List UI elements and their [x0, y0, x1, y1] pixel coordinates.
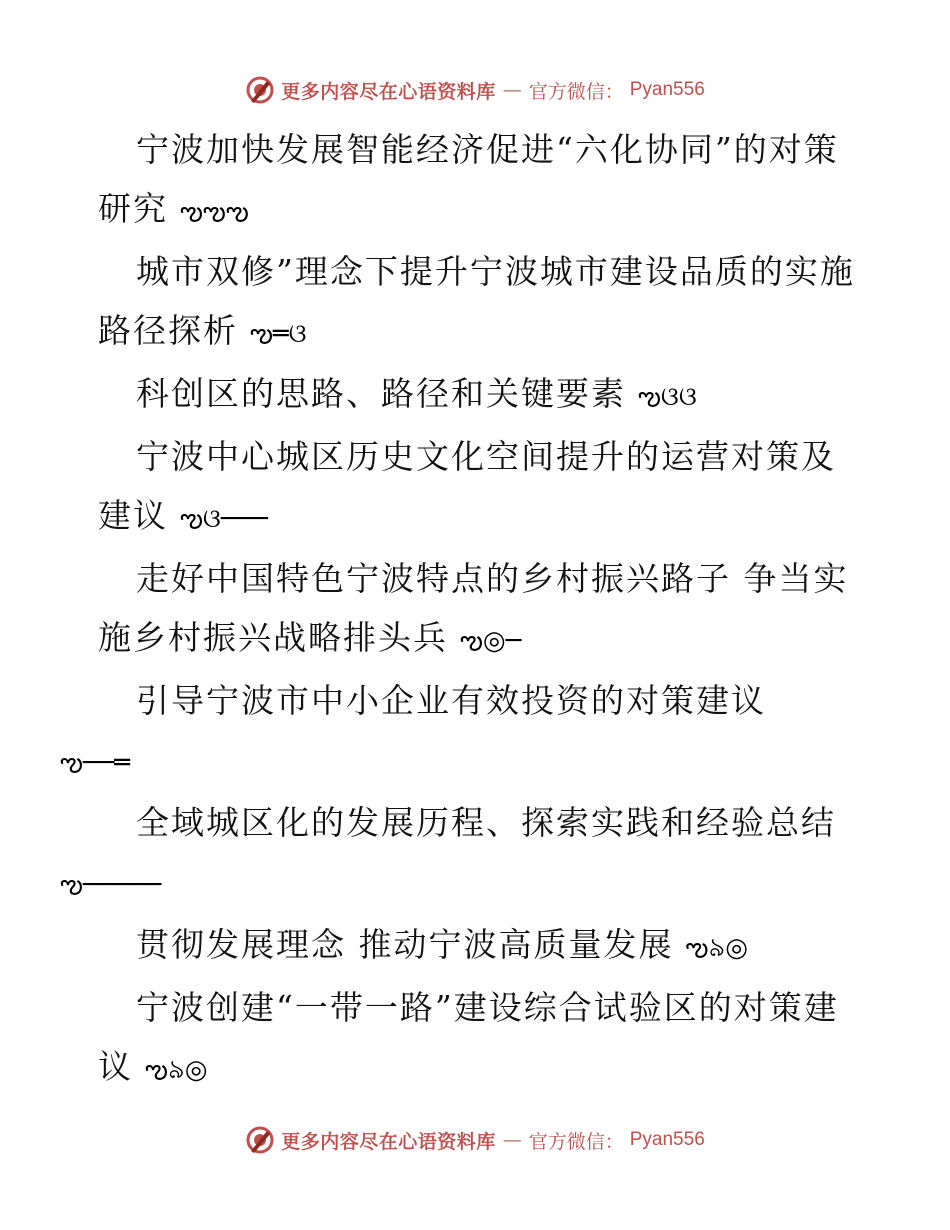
- watermark-wechat-id: Pyan556: [629, 1129, 705, 1150]
- entry-4: [98, 427, 858, 549]
- entry-2-text: 城市双修”理念下提升宁波城市建设品质的实施路径探析: [98, 252, 855, 350]
- red-circle-pen-logo-icon: [245, 75, 275, 105]
- entry-2: [98, 242, 858, 364]
- entry-2-ornament: ఌ═ଓ: [250, 319, 307, 349]
- entry-4-ornament: ఌଓ───: [180, 504, 268, 534]
- entry-5-ornament: ఌ◎─: [460, 626, 522, 656]
- entry-1: [98, 120, 858, 242]
- watermark-wechat-id: Pyan556: [629, 79, 705, 100]
- watermark-separator: —: [502, 79, 522, 101]
- watermark-brand: 更多内容尽在心语资料库: [281, 80, 496, 103]
- footer-watermark: [0, 1120, 950, 1160]
- entry-6: [60, 671, 858, 793]
- watermark-brand: 更多内容尽在心语资料库: [281, 1130, 496, 1153]
- entry-5-text: 走好中国特色宁波特点的乡村振兴路子 争当实施乡村振兴战略排头兵: [98, 559, 849, 657]
- entry-3-text: 科创区的思路、路径和关键要素: [136, 374, 626, 413]
- entry-7: [60, 793, 858, 915]
- watermark-label: 官方微信：: [528, 80, 624, 103]
- entry-7-text: 全域城区化的发展历程、探索实践和经验总结: [136, 803, 836, 842]
- document-body: [60, 120, 858, 1100]
- entry-9-text: 宁波创建“一带一路”建设综合试验区的对策建议: [98, 988, 839, 1086]
- entry-4-text: 宁波中心城区历史文化空间提升的运营对策及建议: [98, 437, 836, 535]
- entry-8: [98, 915, 858, 978]
- entry-3: [98, 364, 858, 427]
- header-watermark: [0, 70, 950, 110]
- entry-6-ornament: ఌ──═: [60, 748, 130, 778]
- entry-1-ornament: ఌఌఌ: [180, 197, 249, 227]
- entry-1-text: 宁波加快发展智能经济促进“六化协同”的对策研究: [98, 130, 839, 228]
- entry-9-ornament: ఌ৯◎: [145, 1055, 208, 1085]
- entry-5: [98, 549, 858, 671]
- entry-9: [98, 978, 858, 1100]
- entry-8-text: 贯彻发展理念 推动宁波高质量发展: [136, 925, 674, 964]
- entry-8-ornament: ఌ৯◎: [685, 933, 748, 963]
- watermark-separator: —: [502, 1129, 522, 1151]
- entry-6-text: 引导宁波市中小企业有效投资的对策建议: [136, 681, 766, 720]
- red-circle-pen-logo-icon: [245, 1125, 275, 1155]
- watermark-label: 官方微信：: [528, 1130, 624, 1153]
- entry-7-ornament: ఌ─────: [60, 870, 162, 900]
- entry-3-ornament: ఌଓଓ: [638, 382, 697, 412]
